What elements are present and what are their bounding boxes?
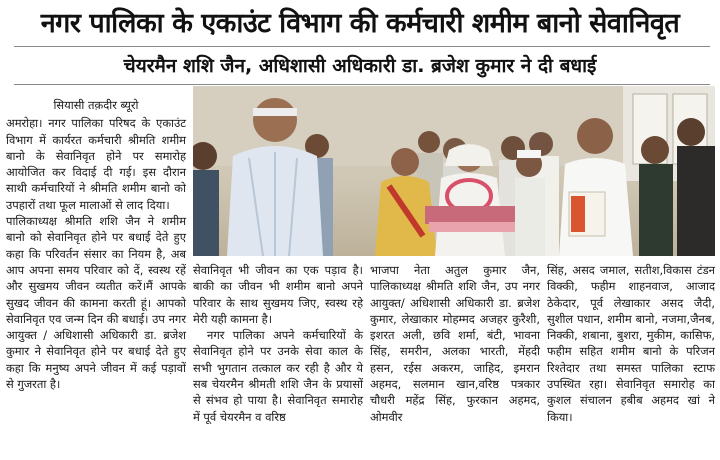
paragraph: सिंह, असद जमाल, सतीश,विकास टंडन विक्की, फहीम शाहनवाज, आजाद ठेकेदार, पूर्व लेखाकार असद जैदी, सुशील पधान, शमीम बानो, नजमा,जैनब, निक्की, शबाना, बुशरा, मुकीम, कासिफ, फहीम सहित शमीम बानो के परिजन रिश्तेदार तथा समस्त पालिका स्टाफ उपस्थित रहा। सेवानिवृत समारोह का कुशल संचालन हबीब अहमद खां ने किया। — [547, 263, 715, 424]
article-column-middle-2 — [370, 262, 540, 458]
headline-rule — [14, 46, 710, 47]
headline: नगर पालिका के एकाउंट विभाग की कर्मचारी शमीम बानो सेवानिवृत — [40, 8, 680, 39]
byline: सियासी तक़दीर ब्यूरो — [53, 98, 139, 112]
article-column-right — [547, 262, 715, 458]
article-column-left — [6, 97, 186, 457]
event-photo — [193, 86, 715, 256]
article-column-middle-1 — [193, 262, 363, 458]
subheadline: चेयरमैन शशि जैन, अधिशासी अधिकारी डा. ब्रजेश कुमार ने दी बधाई — [123, 55, 597, 77]
paragraph: भाजपा नेता अतुल कुमार जैन, पालिकाध्यक्ष श्रीमति शशि जैन, उप नगर आयुक्त/ अधिशासी अधिकारी डा. ब्रजेश कुमार, लेखाकार मोहम्मद अजहर कुरैशी, इशरत अली, छवि शर्मा, बंटी, भावना सिंह, समरीन, अलका भारती, मेंहदी हसन, रईस अकरम, जाहिद, इमरान अहमद, सलमान खान,वरिष्ठ पत्रकार चौधरी महेंद्र सिंह, फुरकान अहमद, ओमवीर — [370, 263, 540, 424]
paragraph: पालिकाध्यक्ष श्रीमति शशि जैन ने शमीम बानो को सेवानिवृत होने पर बधाई देते हुए कहा कि परिवर्तन संसार का नियम है, अब आप अपना समय परिवार को दें, स्वस्थ रहें और सुखमय जीवन व्यतीत करें।मैं आपके सुखद जीवन की कामना करती हूं। आपको सेवानिवृत एव जन्म दिन की बधाई। उप नगर आयुक्त / अधिशासी अधिकारी डा. ब्रजेश कुमार ने सेवानिवृत होने पर बधाई देते हुए कहा कि मनुष्य अपने जीवन में कई पड़ावों से गुजरता है। — [6, 214, 186, 392]
paragraph: सेवानिवृत भी जीवन का एक पड़ाव है। बाकी का जीवन भी शमीम बानो अपने परिवार के साथ सुखमय जिए, स्वस्थ रहे मेरी यही कामना है। — [193, 263, 363, 326]
paragraph: अमरोहा। नगर पालिका परिषद के एकाउंट विभाग में कार्यरत कर्मचारी श्रीमति शमीम बानो के सेवानिवृत होने पर समारोह आयोजित कर विदाई दी गई। इस दौरान साथी कर्मचारियों ने श्रीमति शमीम बानो को उपहारों तथा फूल मालाओं से लाद दिया। — [6, 116, 186, 212]
paragraph: नगर पालिका अपने कर्मचारियों के सेवानिवृत होने पर उनके सेवा काल के सभी भुगतान तत्काल कर रही है और ये सब चेयरमैन श्रीमती शशि जैन के प्रयासों से संभव हो पाया है। सेवानिवृत समारोह में पूर्व चेयरमैन व वरिष्ठ — [193, 328, 363, 424]
photo-illustration — [193, 86, 715, 256]
subheadline-rule — [14, 84, 710, 85]
